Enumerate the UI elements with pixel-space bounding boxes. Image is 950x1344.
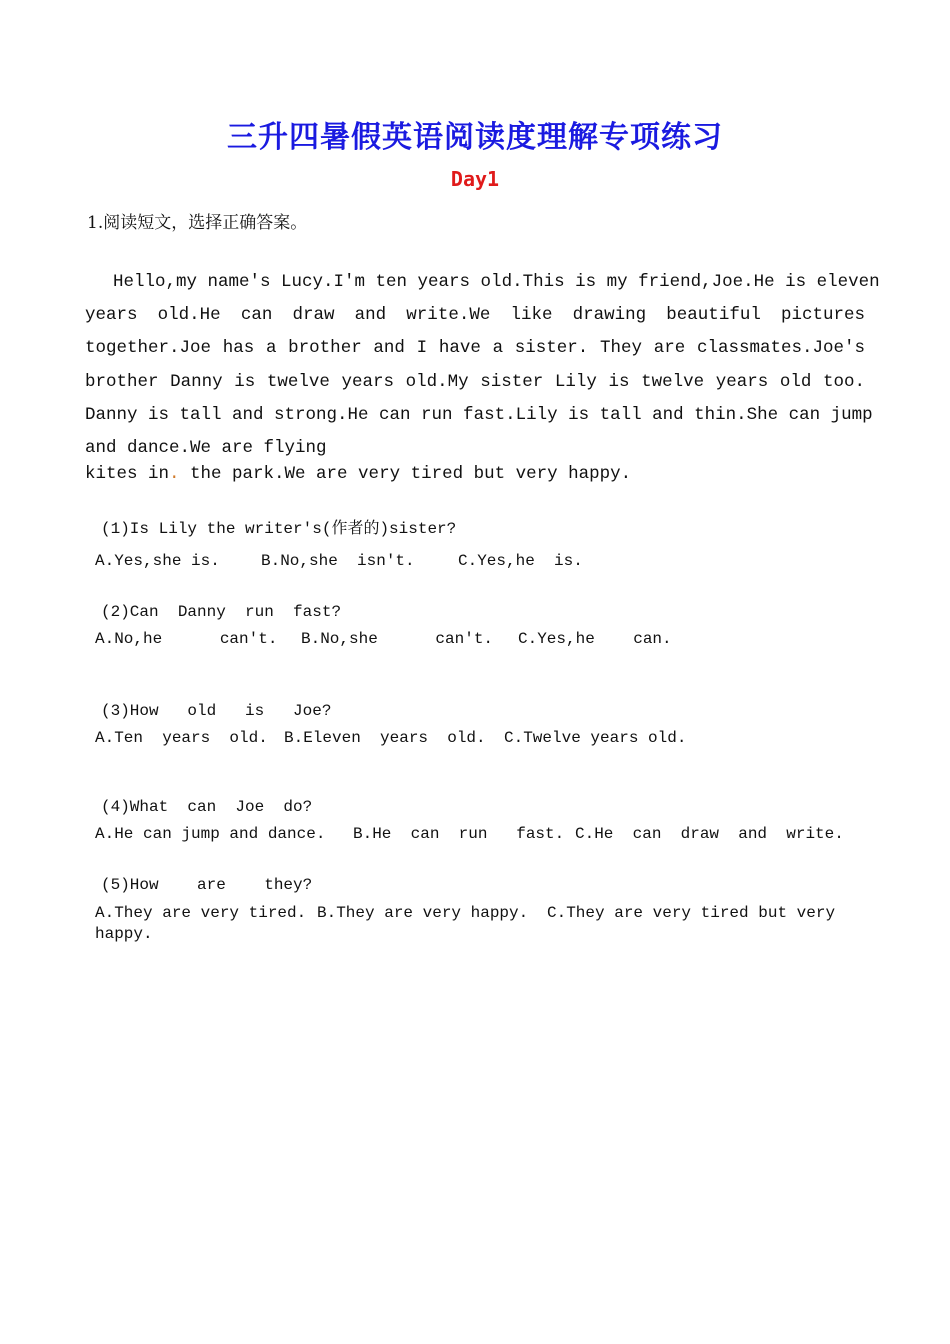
- reading-passage: [85, 266, 880, 465]
- option-5b: B.They are very happy.: [317, 904, 529, 922]
- question-5: (5)How are they?: [101, 876, 313, 894]
- option-4c: C.He can draw and write.: [575, 825, 844, 843]
- option-3a: A.Ten years old.: [95, 729, 268, 747]
- question-1: (1)Is Lily the writer's(作者的)sister?: [101, 520, 457, 538]
- option-4b: B.He can run fast.: [353, 825, 565, 843]
- page-title: 三升四暑假英语阅读度理解专项练习: [227, 120, 723, 155]
- option-5a: A.They are very tired.: [95, 904, 307, 922]
- passage-line: Hello,my name's Lucy.I'm ten years old.This is my friend,Joe.He is eleven: [113, 272, 880, 292]
- option-1a: A.Yes,she is.: [95, 552, 220, 570]
- passage-line: Danny is tall and strong.He can run fast.Lily is tall and thin.She can jump: [85, 404, 873, 425]
- passage-line: brother Danny is twelve years old.My sister Lily is twelve years old too.: [85, 371, 865, 392]
- option-2c: C.Yes,he can.: [518, 630, 672, 648]
- passage-line-final-b: the park.We are very tired but very happy.: [179, 464, 632, 484]
- passage-line-final-a: kites in: [85, 464, 170, 484]
- option-2a: A.No,he can't.: [95, 630, 278, 648]
- option-5c: C.They are very tired but very: [547, 904, 836, 922]
- question-3: (3)How old is Joe?: [101, 702, 332, 720]
- question-4: (4)What can Joe do?: [101, 798, 313, 816]
- day-label: Day1: [450, 167, 500, 191]
- option-5c-continued: happy.: [95, 925, 153, 943]
- option-3c: C.Twelve years old.: [504, 729, 687, 747]
- passage-line: and dance.We are flying: [85, 438, 327, 459]
- option-2b: B.No,she can't.: [301, 630, 494, 648]
- passage-line: years old.He can draw and write.We like drawing beautiful pictures: [85, 305, 865, 326]
- instruction-text: 1.阅读短文，选择正确答案。: [87, 213, 308, 233]
- option-3b: B.Eleven years old.: [284, 729, 486, 747]
- option-4a: A.He can jump and dance.: [95, 825, 326, 843]
- passage-line-final: [85, 464, 631, 484]
- question-2: (2)Can Danny run fast?: [101, 603, 342, 621]
- option-1b: B.No,she isn't.: [261, 552, 415, 570]
- option-1c: C.Yes,he is.: [458, 552, 583, 570]
- annotation-mark: .: [169, 464, 180, 484]
- passage-line: together.Joe has a brother and I have a sister. They are classmates.Joe's: [85, 338, 865, 359]
